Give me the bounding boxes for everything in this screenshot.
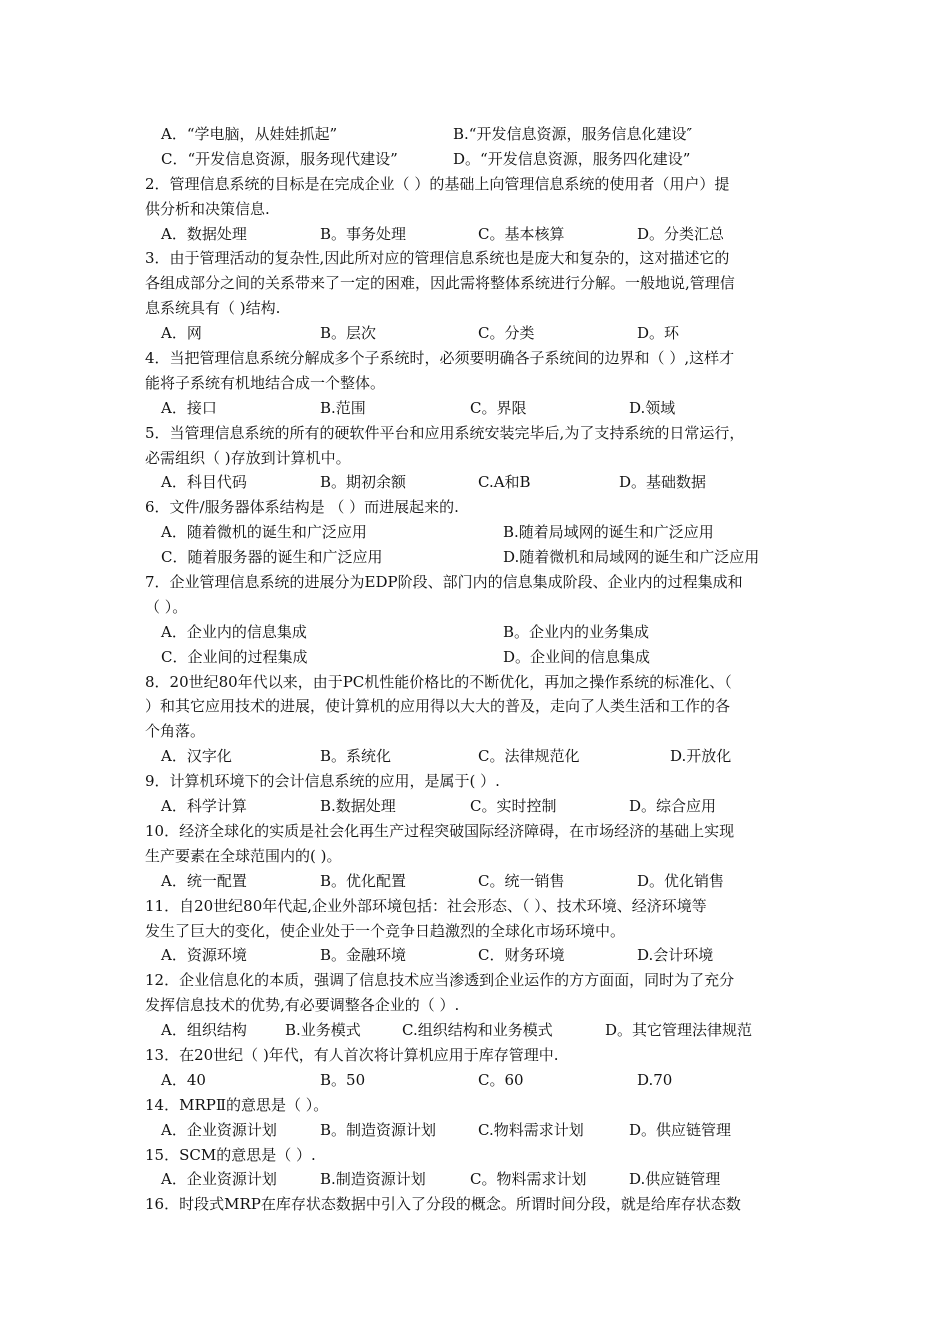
q16-stem-line-1: 16．时段式MRP在库存状态数据中引入了分段的概念。所谓时间分段，就是给库存状态数 [145,1195,741,1214]
q3-option-d: D。环 [637,324,680,343]
q9-option-a: A．科学计算 [161,797,247,816]
q8-stem-line-2: ）和其它应用技术的进展，使计算机的应用得以大大的普及，走向了人类生活和工作的各 [145,697,731,716]
q5-option-c: C.A和B [478,473,531,492]
q13-option-d: D.70 [637,1070,673,1089]
q4-option-c: C。界限 [470,398,527,417]
q8-options [145,744,815,769]
q3-stem-line-1: 3．由于管理活动的复杂性,因此所对应的管理信息系统也是庞大和复杂的，这对描述它的 [145,249,730,268]
q1-options-row-2 [145,147,815,172]
q8-option-d: D.开放化 [670,747,732,766]
q10-options [145,869,815,894]
q11-options [145,943,815,968]
q4-stem-line-2: 能将子系统有机地结合成一个整体。 [145,373,386,392]
q12-stem-line-2: 发挥信息技术的优势,有必要调整各企业的（ ）. [145,996,460,1015]
q15-stem-line-1: 15．SCM的意思是（ ）. [145,1145,316,1164]
q6-options-row-2 [145,545,815,570]
q4-option-d: D.领域 [629,398,676,417]
q12-options [145,1018,815,1043]
q10-option-a: A．统一配置 [161,871,247,890]
q1-option-a: A．“学电脑，从娃娃抓起” [161,125,338,143]
q6-option-c: C．随着服务器的诞生和广泛应用 [161,548,383,567]
q13-option-c: C。60 [478,1070,524,1089]
q11-stem-line-2: 发生了巨大的变化，使企业处于一个竞争日趋激烈的全球化市场环境中。 [145,921,626,940]
q5-options [145,470,815,495]
q1-option-d: D。“开发信息资源，服务四化建设” [453,149,691,168]
q5-option-a: A．科目代码 [161,473,247,492]
q4-options [145,396,815,421]
q6-stem-line-1: 6．文件/服务器体系结构是 （ ）而进展起来的. [145,498,459,517]
q3-option-a: A．网 [161,324,202,343]
q10-option-c: C。统一销售 [478,871,565,890]
q14-stem-line-1: 14．MRPⅡ的意思是（ ）。 [145,1095,329,1114]
q7-options-row-1 [145,620,815,645]
q8-option-a: A．汉字化 [161,747,232,766]
q7-option-d: D。企业间的信息集成 [503,647,651,666]
q8-stem-line-1: 8．20世纪80年代以来，由于PC机性能价格比的不断优化，再加之操作系统的标准化、（ [145,672,732,691]
q5-stem-line-1: 5．当管理信息系统的所有的硬软件平台和应用系统安装完毕后,为了支持系统的日常运行， [145,423,745,442]
q5-option-d: D。基础数据 [619,473,707,492]
q10-stem-line-1: 10．经济全球化的实质是社会化再生产过程突破国际经济障碍，在市场经济的基础上实现 [145,821,735,840]
q12-stem-line-1: 12．企业信息化的本质，强调了信息技术应当渗透到企业运作的方方面面，同时为了充分 [145,971,735,990]
q15-options [145,1167,815,1192]
q4-stem-line-1: 4．当把管理信息系统分解成多个子系统时，必须要明确各子系统间的边界和（ ）,这样才 [145,349,735,368]
q2-option-d: D。分类汇总 [637,224,725,243]
q8-option-b: B。系统化 [320,747,392,766]
q7-stem-line-2: （ ）。 [145,597,188,616]
q8-stem-line-3: 个角落。 [145,722,206,741]
q6-option-a: A．随着微机的诞生和广泛应用 [161,523,367,542]
q9-options [145,794,815,819]
q11-option-b: B。金融环境 [320,946,407,965]
q2-option-a: A．数据处理 [161,224,247,243]
q3-stem-line-3: 息系统具有（ )结构. [145,299,281,318]
q1-option-b: B.“开发信息资源，服务信息化建设″ [453,125,693,143]
q7-option-b: B。企业内的业务集成 [503,622,650,641]
q7-option-a: A．企业内的信息集成 [161,622,307,641]
q5-stem-line-2: 必需组织（ )存放到计算机中。 [145,448,351,467]
q15-option-a: A．企业资源计划 [161,1170,277,1189]
q4-option-a: A．接口 [161,398,217,417]
q9-option-c: C。实时控制 [470,797,557,816]
q13-stem-line-1: 13．在20世纪（ )年代，有人首次将计算机应用于库存管理中. [145,1045,559,1064]
q13-option-a: A．40 [161,1070,206,1089]
q2-options [145,222,815,247]
q11-option-d: D.会计环境 [637,946,714,965]
question-list [145,122,815,1217]
q7-stem-line-1: 7．企业管理信息系统的进展分为EDP阶段、部门内的信息集成阶段、企业内的过程集成和 [145,573,743,592]
q3-options [145,321,815,346]
q6-option-d: D.随着微机和局域网的诞生和广泛应用 [503,548,760,567]
q3-option-c: C。分类 [478,324,535,343]
q12-option-c: C.组织结构和业务模式 [402,1021,553,1040]
q14-options [145,1118,815,1143]
q12-option-b: B.业务模式 [285,1021,361,1040]
q1-option-c: C．“开发信息资源，服务现代建设” [161,149,398,168]
q14-option-d: D。供应链管理 [629,1120,732,1139]
q2-option-b: B。事务处理 [320,224,407,243]
q11-option-c: C．财务环境 [478,946,565,965]
q2-option-c: C。基本核算 [478,224,565,243]
q3-option-b: B。层次 [320,324,377,343]
q14-option-c: C.物料需求计划 [478,1120,584,1139]
q10-stem-line-2: 生产要素在全球范围内的( )。 [145,846,342,865]
q6-option-b: B.随着局域网的诞生和广泛应用 [503,523,714,542]
q9-stem-line-1: 9．计算机环境下的会计信息系统的应用，是属于( ）. [145,772,500,791]
q5-option-b: B。期初余额 [320,473,407,492]
q8-option-c: C。法律规范化 [478,747,580,766]
q1-options-row-1 [145,122,815,147]
q2-stem-line-2: 供分析和决策信息. [145,199,270,218]
q3-stem-line-2: 各组成部分之间的关系带来了一定的困难，因此需将整体系统进行分解。一般地说,管理信 [145,274,735,293]
q10-option-d: D。优化销售 [637,871,725,890]
q11-option-a: A．资源环境 [161,946,247,965]
q9-option-b: B.数据处理 [320,797,396,816]
q15-option-b: B.制造资源计划 [320,1170,426,1189]
q2-stem-line-1: 2．管理信息系统的目标是在完成企业（ ）的基础上向管理信息系统的使用者（用户）提 [145,174,730,193]
q13-option-b: B。50 [320,1070,366,1089]
q13-options [145,1068,815,1093]
q12-option-a: A．组织结构 [161,1021,247,1040]
q12-option-d: D。其它管理法律规范 [605,1021,753,1040]
q10-option-b: B。优化配置 [320,871,407,890]
q14-option-b: B。制造资源计划 [320,1120,437,1139]
q6-options-row-1 [145,520,815,545]
q15-option-c: C。物料需求计划 [470,1170,587,1189]
q9-option-d: D。综合应用 [629,797,717,816]
q4-option-b: B.范围 [320,398,366,417]
q15-option-d: D.供应链管理 [629,1170,721,1189]
q7-option-c: C．企业间的过程集成 [161,647,308,666]
q7-options-row-2 [145,645,815,670]
q11-stem-line-1: 11．自20世纪80年代起,企业外部环境包括：社会形态、（ ）、技术环境、经济环境等 [145,896,707,915]
q14-option-a: A．企业资源计划 [161,1120,277,1139]
